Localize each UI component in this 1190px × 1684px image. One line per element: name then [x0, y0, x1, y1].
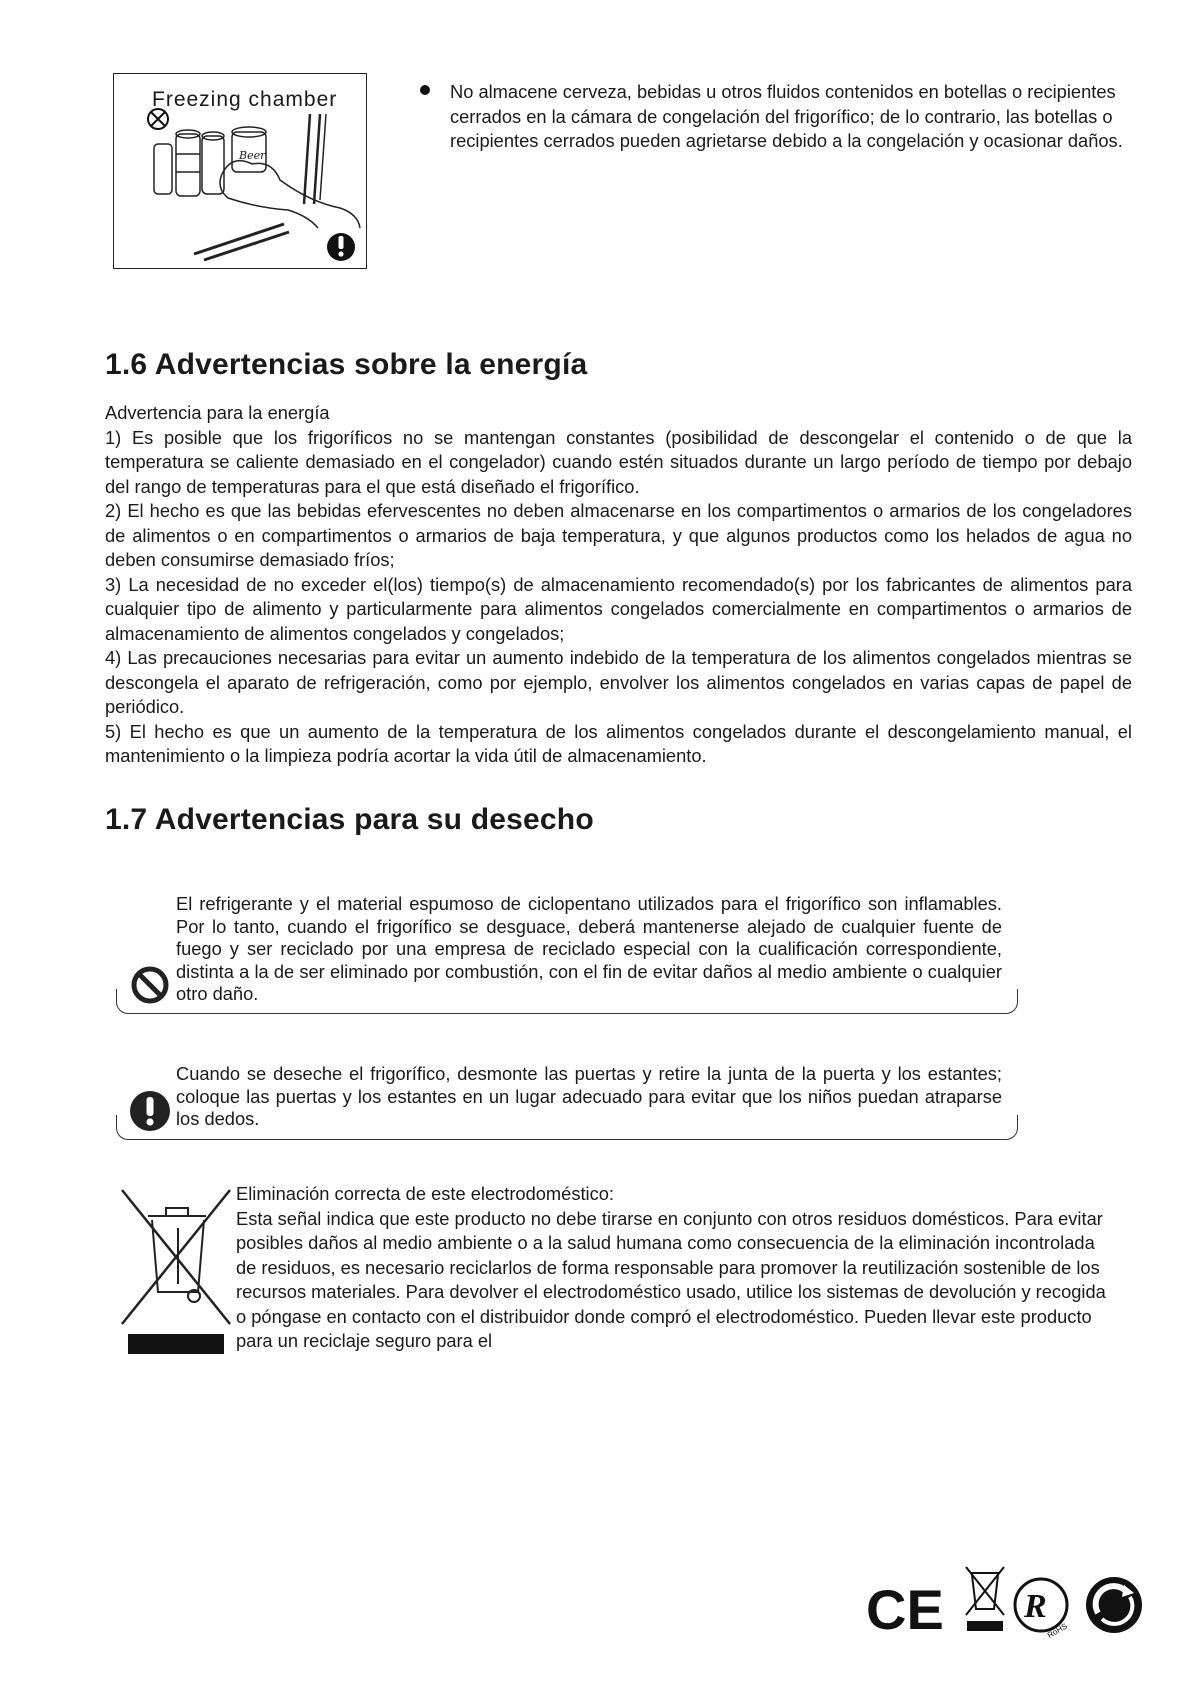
energy-warnings: [105, 401, 1132, 769]
section-1-6-heading: 1.6 Advertencias sobre la energía: [105, 348, 588, 381]
weee-disposal-text: [236, 1182, 1116, 1354]
energy-item-2: 2) El hecho es que las bebidas efervescentes no deben almacenarse en los compartimentos o armarios de los congeladores de alimentos o en compartimentos o armarios de baja temperatura, y que algunos productos como los helados de agua no deben consumirse demasiado fríos;: [105, 500, 1132, 570]
flammable-notice: [116, 893, 1016, 1018]
beer-warning-text: No almacene cerveza, bebidas u otros fluidos contenidos en botellas o recipientes cerrados en la cámara de congelación del frigorífico; de lo contrario, las botellas o recipientes cerrados pueden agrietarse debido a la congelación y ocasionar daños.: [450, 81, 1123, 151]
rohs-icon: [1015, 1579, 1069, 1640]
weee-title: Eliminación correcta de este electrodoméstico:: [236, 1183, 614, 1204]
prohibited-x-icon: [148, 109, 168, 129]
figure-caption: Freezing chamber: [152, 88, 338, 111]
exclamation-icon: [327, 233, 355, 261]
weee-bin-icon: [118, 1184, 236, 1354]
weee-body: Esta señal indica que este producto no debe tirarse en conjunto con otros residuos domésticos. Para evitar posibles daños al medio ambiente o a la salud humana como consecuencia de la eliminación incontrolada de residuos, es necesario reciclarlos de forma responsable para promover la reutilización sostenible de los recursos materiales. Para devolver el electrodoméstico usado, utilice los sistemas de devolución y recogida o póngase en contacto con el distribuidor donde compró el electrodoméstico. Pueden llevar este producto para un reciclaje seguro para el: [236, 1207, 1106, 1351]
flammable-notice-text: El refrigerante y el material espumoso de ciclopentano utilizados para el frigorífico son inflamables. Por lo tanto, cuando el frigorífico se desguace, deberá mantenerse alejado de cualquier fuente de fuego y ser reciclado por una empresa de reciclado especial con la cualificación correspondiente, distinta a la de ser eliminado por combustión, con el fin de evitar daños al medio ambiente o cualquier otro daño.: [176, 893, 1002, 1004]
energy-intro: Advertencia para la energía: [105, 402, 330, 423]
exclamation-icon: [128, 1089, 172, 1133]
energy-item-3: 3) La necesidad de no exceder el(los) tiempo(s) de almacenamiento recomendado(s) por los fabricantes de alimentos para cualquier tipo de alimento y particularmente para alimentos congelados comercialmente en compartimentos o armarios de almacenamiento de alimentos congelados y congelados;: [105, 573, 1132, 644]
prohibited-icon: [128, 963, 172, 1007]
svg-text:R: R: [1024, 1588, 1047, 1625]
rohs-label: RoHS: [1045, 1621, 1069, 1640]
doors-notice-text: Cuando se deseche el frigorífico, desmonte las puertas y retire la junta de la puerta y los estantes; coloque las puertas y los estantes en un lugar adecuado para evitar que los niños puedan atraparse los dedos.: [176, 1063, 1002, 1129]
bullet-dot: [420, 85, 430, 95]
beer-can-label: Beer: [239, 149, 266, 162]
section-1-7-heading: 1.7 Advertencias para su desecho: [105, 803, 594, 836]
green-dot-icon: [1086, 1577, 1142, 1633]
energy-item-4: 4) Las precauciones necesarias para evitar un aumento indebido de la temperatura de los alimentos congelados mientras se descongela el aparato de refrigeración, como por ejemplo, envolver los alimentos congelados en varias capas de papel de periódico.: [105, 647, 1132, 717]
freezing-chamber-figure: [113, 73, 367, 269]
energy-item-5: 5) El hecho es que un aumento de la temperatura de los alimentos congelados durante el descongelamiento manual, el mantenimiento o la limpieza podría acortar la vida útil de almacenamiento.: [105, 720, 1132, 766]
doors-notice: [116, 1063, 1016, 1143]
ce-mark-icon: CE: [866, 1578, 944, 1641]
certification-marks: [866, 1565, 1146, 1645]
energy-item-1: 1) Es posible que los frigoríficos no se mantengan constantes (posibilidad de descongelar el contenido o de que la temperatura se caliente demasiado en el congelador) cuando estén situados durante un largo período de tiempo por debajo del rango de temperaturas para el que está diseñado el frigorífico.: [105, 426, 1132, 497]
weee-bin-icon: [966, 1567, 1004, 1631]
